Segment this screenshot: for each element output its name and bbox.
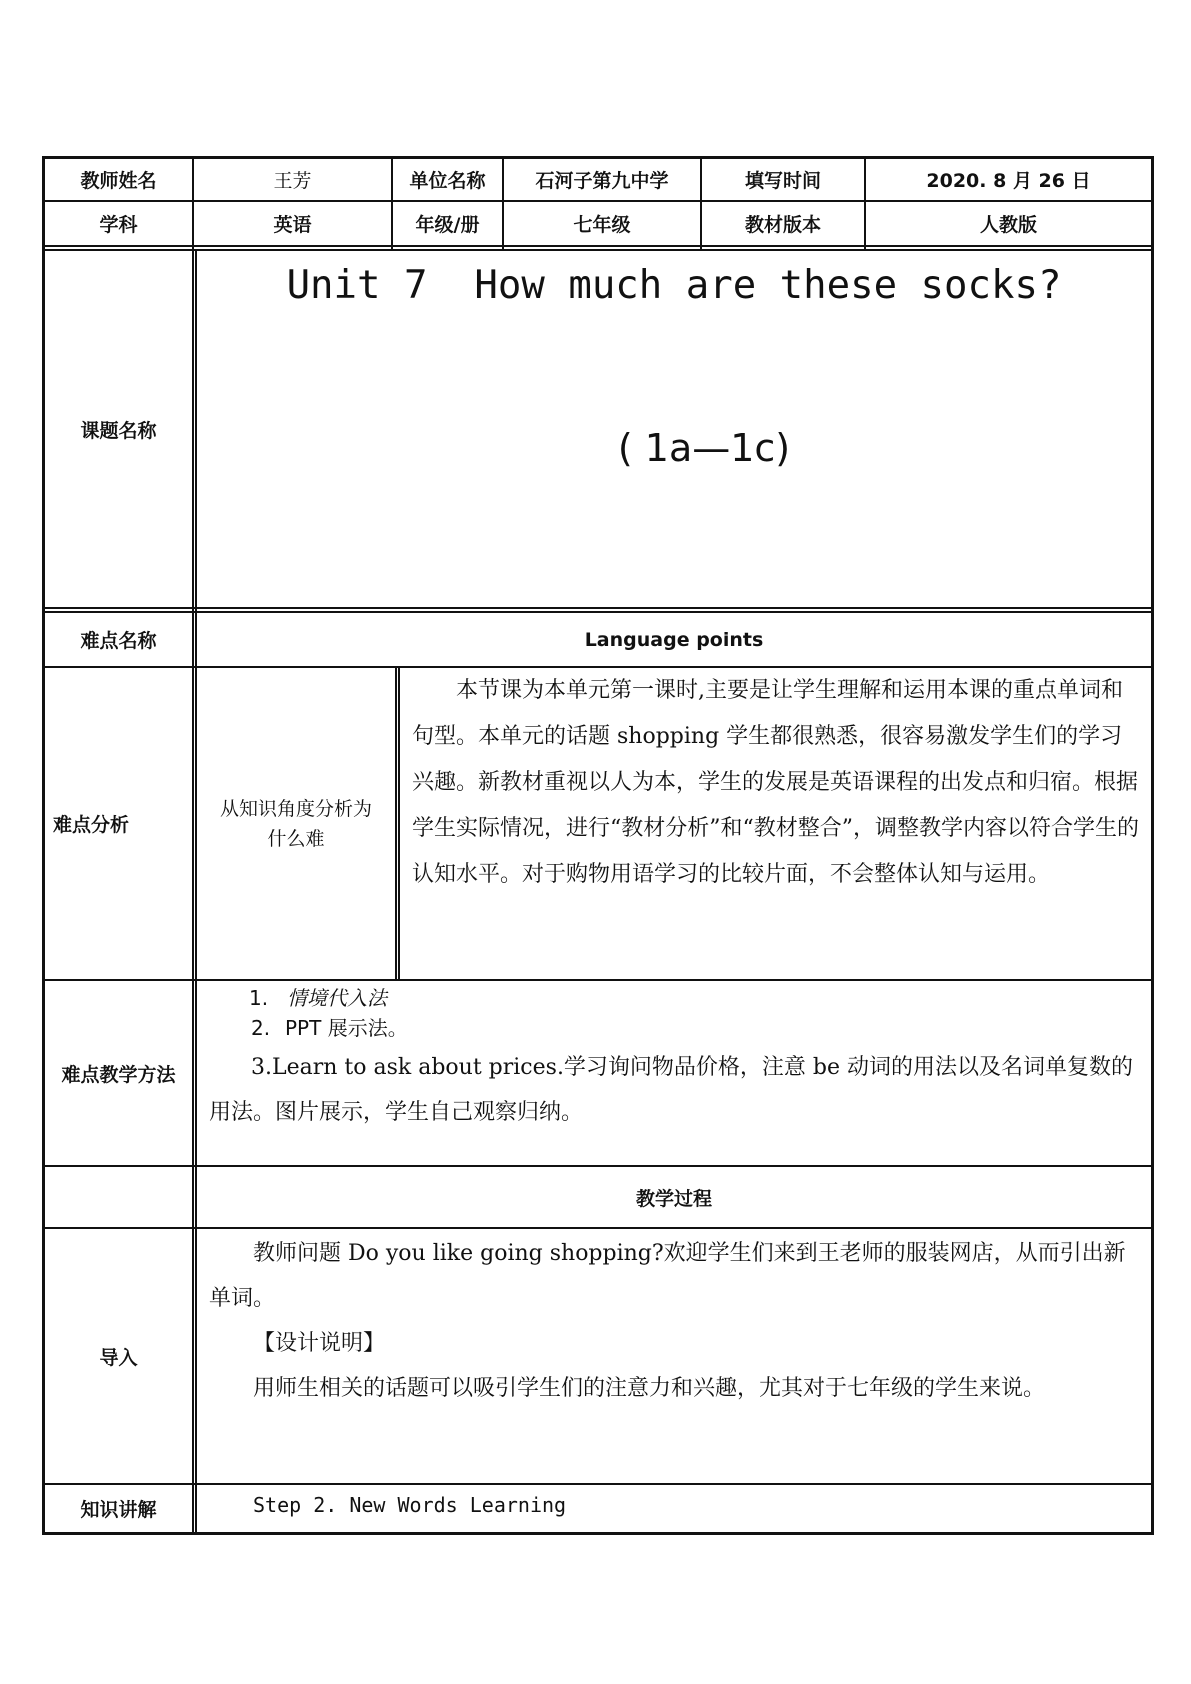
method-item-1	[209, 983, 1141, 1013]
knowledge-text: Step 2. New Words Learning	[253, 1493, 567, 1517]
method-item-2-number: 2.	[251, 1016, 271, 1040]
unit-name-value: 石河子第九中学	[535, 170, 669, 192]
method-item-1-text: 情境代入法	[287, 986, 387, 1010]
teacher-name-label: 教师姓名	[80, 170, 157, 192]
method-item-2	[209, 1013, 1141, 1043]
methods-label: 难点教学方法	[61, 1063, 176, 1086]
methods-content	[197, 981, 1151, 1165]
fill-date-value: 2020. 8 月 26 日	[926, 170, 1091, 192]
topic-subtitle: ( 1a—1c)	[617, 426, 791, 470]
process-label	[45, 1167, 192, 1227]
process-title: 教学过程	[635, 1187, 712, 1210]
intro-text-1: 教师问题 Do you like going shopping?欢迎学生们来到王老师的服装网店，从而引出新单词。	[209, 1241, 1126, 1311]
method-item-2-text: PPT 展示法。	[285, 1016, 408, 1040]
difficulty-name-value: Language points	[584, 628, 764, 651]
edition-label: 教材版本	[744, 214, 821, 236]
lesson-plan-table	[42, 156, 1154, 1535]
topic-title: Unit 7 How much are these socks?	[286, 263, 1062, 308]
knowledge-label: 知识讲解	[80, 1499, 157, 1521]
topic-label: 课题名称	[80, 419, 157, 442]
subject-label: 学科	[99, 214, 138, 236]
edition-value: 人教版	[979, 214, 1037, 236]
grade-value: 七年级	[573, 214, 631, 236]
intro-content	[197, 1229, 1151, 1483]
analysis-sub-label: 从知识角度分析为什么难	[219, 797, 372, 850]
analysis-text: 本节课为本单元第一课时,主要是让学生理解和运用本课的重点单词和句型。本单元的话题 shopping 学生都很熟悉，很容易激发学生们的学习兴趣。新教材重视以人为本，学生的发展是英语课程的出发点和归宿。根据学生实际情况，进行“教材分析”和“教材整合”，调整教学内容以符合学生的认知水平。对于购物用语学习的比较片面，不会整体认知与运用。	[412, 678, 1139, 887]
method-item-3: 3.Learn to ask about prices.学习询问物品价格，注意 be 动词的用法以及名词单复数的用法。图片展示，学生自己观察归纳。	[209, 1055, 1134, 1125]
subject-value: 英语	[273, 214, 312, 236]
analysis-label: 难点分析	[53, 814, 130, 836]
teacher-name-value: 王芳	[273, 170, 312, 192]
intro-text-2: 用师生相关的话题可以吸引学生们的注意力和兴趣，尤其对于七年级的学生来说。	[253, 1376, 1046, 1401]
difficulty-name-label: 难点名称	[80, 630, 157, 652]
unit-name-label: 单位名称	[409, 170, 486, 192]
fill-date-label: 填写时间	[744, 170, 821, 192]
design-note-heading: 【设计说明】	[253, 1331, 386, 1356]
grade-label: 年级/册	[415, 214, 480, 236]
intro-label: 导入	[99, 1346, 138, 1369]
method-item-1-number: 1.	[249, 986, 269, 1010]
